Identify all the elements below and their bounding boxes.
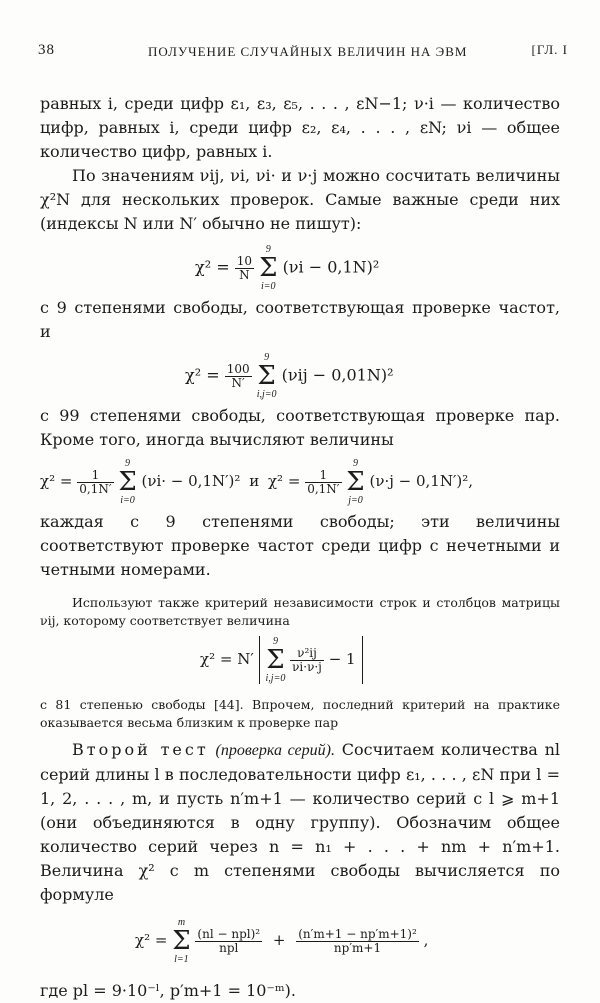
eq5-tail: , [423, 931, 429, 949]
test-subtitle: (проверка серий). [215, 742, 335, 759]
eq4-sum: 9 Σ i,j=0 [265, 636, 286, 684]
eq5-lhs: χ² = [135, 931, 168, 949]
equation-runs-test [40, 907, 560, 979]
eq1-term: (νi − 0,1N)² [282, 257, 380, 277]
eq4-tail: − 1 [328, 650, 356, 668]
eq5-fraction-1: $\frac{\text{(nl − npl)²}}{\text{npl}}$ [197, 926, 261, 955]
equation-frequency-test [40, 236, 560, 296]
chapter-label: [ГЛ. I [531, 42, 568, 57]
eq2-term: (νij − 0,01N)² [281, 365, 394, 385]
paragraph-1: равных i, среди цифр ε₁, ε₃, ε₅, . . . , εN−1; ν·i — количество цифр, равных i, среди цифр ε₂, ε₄, . . . , εN; νi — общее количество цифр, равных i. [40, 94, 560, 161]
eq5-sum: m Σ l=1 [172, 917, 191, 965]
eq3-lhs2: χ² = [267, 472, 301, 490]
paragraph-7: где pl = 9·10⁻ˡ, p′m+1 = 10⁻ᵐ). [40, 981, 297, 1000]
eq1-fraction: $\frac{10}{N}$ [236, 253, 252, 282]
eq3-term1: (νi· − 0,1N′)² [141, 472, 241, 490]
eq2-sum: 9 Σ i,j=0 [256, 352, 277, 400]
small-paragraph-1: Используют также критерий независимости строк и столбцов матрицы νij, которому соответствует величина [40, 595, 560, 628]
eq5-plus: + [272, 931, 286, 949]
eq4-bracket [259, 636, 363, 684]
equation-pair-test [40, 344, 560, 404]
eq3-term2: (ν·j − 0,1N′)², [369, 472, 473, 490]
eq1-lhs: χ² = [195, 257, 230, 277]
paragraph-3: с 9 степенями свободы, соответствующая проверке частот, и [40, 298, 560, 341]
eq3-sum-1: 9 Σ i=0 [118, 458, 137, 506]
eq5-fraction-2: $\frac{\text{(n′m+1 − np′m+1)²}}{np'm+1}$ [298, 926, 417, 955]
eq3-sum-2: 9 Σ j=0 [346, 458, 365, 506]
eq3-fraction-2: $\frac{1}{0,1N'}$ [307, 467, 340, 496]
paragraph-4: с 99 степенями свободы, соответствующая проверке пар. Кроме того, иногда вычисляют величины [40, 406, 560, 449]
eq4-lhs: χ² = N′ [200, 650, 254, 668]
small-paragraph-2: с 81 степенью свободы [44]. Впрочем, последний критерий на практике оказывается весьма близким к проверке пар [40, 697, 560, 730]
test-title: Второй тест [72, 740, 209, 759]
paragraph-6 [40, 738, 560, 907]
eq2-lhs: χ² = [185, 365, 220, 385]
page-number: 38 [38, 42, 55, 58]
equation-odd-even [40, 452, 560, 510]
running-title: ПОЛУЧЕНИЕ СЛУЧАЙНЫХ ВЕЛИЧИН НА ЭВМ [148, 44, 468, 59]
equation-independence [40, 630, 560, 696]
eq4-fraction: $\frac{\text{ν²ij}}{\nu i\cdot\nu\cdot j}$ [292, 645, 322, 674]
paragraph-6-text: Сосчитаем количества nl серий длины l в последовательности цифр ε₁, . . . , εN при l = 1, 2, . . . , m, и пусть n′m+1 — количество серий с l ⩾ m+1 (они объединяются в одну группу). Обозначим общее количество серий через n = n₁ + . . . + nm + n′m+1. Величина χ² с m степенями свободы вычисляется по формуле [40, 740, 561, 904]
page-body [40, 92, 560, 1003]
eq3-conj: и [249, 472, 260, 490]
paragraph-2: По значениям νij, νi, νi· и ν·j можно сосчитать величины χ²N для нескольких проверок. Самые важные среди них (индексы N или N′ обычно не пишут): [40, 166, 560, 233]
eq3-lhs1: χ² = [40, 472, 73, 490]
paragraph-5: каждая с 9 степенями свободы; эти величины соответствуют проверке частот среди цифр с нечетными и четными номерами. [40, 512, 560, 579]
eq1-sum: 9 Σ i=0 [259, 244, 278, 292]
eq3-fraction-1: $\frac{1}{0,1N'}$ [79, 467, 112, 496]
eq2-fraction: $\frac{100}{N'}$ [226, 361, 250, 390]
